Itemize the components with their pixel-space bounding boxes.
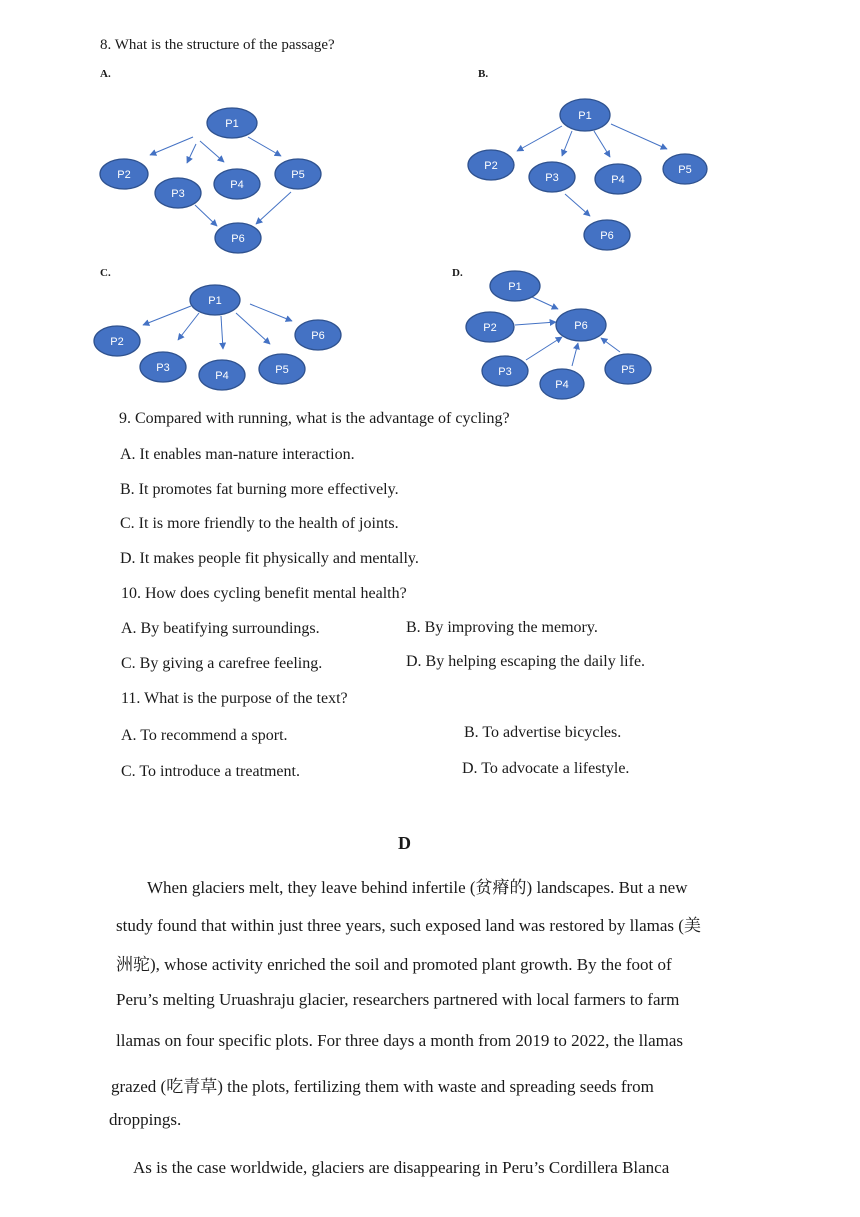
q11-option-b: B. To advertise bicycles. bbox=[464, 724, 622, 741]
q9-option-a: A. It enables man-nature interaction. bbox=[120, 446, 355, 463]
passage-line: study found that within just three years, such exposed land was restored by llamas (美 bbox=[116, 916, 701, 935]
node-a-p6 bbox=[215, 223, 261, 253]
edge-b-p3-p6 bbox=[565, 194, 590, 216]
q11-option-c: C. To introduce a treatment. bbox=[121, 763, 300, 780]
svg-text:P4: P4 bbox=[230, 179, 244, 191]
q11-option-d: D. To advocate a lifestyle. bbox=[462, 760, 630, 777]
svg-text:P6: P6 bbox=[600, 230, 614, 242]
svg-text:P4: P4 bbox=[215, 370, 229, 382]
q10-option-d: D. By helping escaping the daily life. bbox=[406, 653, 646, 670]
question-9: 9. Compared with running, what is the advantage of cycling? bbox=[119, 410, 510, 427]
node-b-p6 bbox=[584, 220, 630, 250]
q10-option-b: B. By improving the memory. bbox=[406, 619, 598, 636]
q9-option-c: C. It is more friendly to the health of joints. bbox=[120, 515, 399, 532]
svg-text:P6: P6 bbox=[311, 330, 325, 342]
node-c-p3 bbox=[140, 352, 186, 382]
node-c-p4 bbox=[199, 360, 245, 390]
edge-b-p1-p4 bbox=[594, 131, 610, 157]
diagram-c bbox=[94, 285, 341, 390]
q9-option-d: D. It makes people fit physically and mentally. bbox=[120, 550, 419, 567]
option-a-label: A. bbox=[100, 68, 111, 80]
node-d-p2 bbox=[466, 312, 514, 342]
edge-d-p5-p6 bbox=[601, 338, 620, 352]
svg-text:P5: P5 bbox=[621, 364, 635, 376]
edge-b-p1-p5 bbox=[611, 124, 667, 149]
passage-line: llamas on four specific plots. For three days a month from 2019 to 2022, the llamas bbox=[116, 1031, 684, 1050]
svg-text:P5: P5 bbox=[291, 169, 305, 181]
edge-c-p1-p4 bbox=[221, 316, 223, 349]
diagram-d bbox=[466, 271, 651, 399]
svg-text:P1: P1 bbox=[225, 118, 239, 130]
node-c-p2 bbox=[94, 326, 140, 356]
edge-a-p1-p4 bbox=[200, 141, 224, 162]
node-a-p2 bbox=[100, 159, 148, 189]
option-b-label: B. bbox=[478, 68, 489, 80]
passage-line: 洲驼), whose activity enriched the soil and promoted plant growth. By the foot of bbox=[116, 955, 672, 974]
svg-text:P2: P2 bbox=[484, 160, 498, 172]
q9-option-b: B. It promotes fat burning more effectively. bbox=[120, 481, 399, 498]
edge-c-p1-p3 bbox=[178, 313, 199, 340]
question-8: 8. What is the structure of the passage? bbox=[100, 37, 335, 53]
question-11: 11. What is the purpose of the text? bbox=[121, 690, 348, 707]
diagram-a bbox=[100, 108, 321, 253]
edge-a-p1-p3 bbox=[187, 144, 196, 163]
edge-a-p1-p5 bbox=[248, 137, 281, 156]
svg-text:P4: P4 bbox=[555, 379, 569, 391]
passage-line: grazed (吃青草) the plots, fertilizing them with waste and spreading seeds from bbox=[111, 1077, 654, 1096]
svg-text:P3: P3 bbox=[171, 188, 185, 200]
node-b-p3 bbox=[529, 162, 575, 192]
question-10: 10. How does cycling benefit mental health? bbox=[121, 585, 407, 602]
svg-text:P2: P2 bbox=[110, 336, 124, 348]
edge-a-p1-p2 bbox=[150, 137, 193, 155]
node-c-p1 bbox=[190, 285, 240, 315]
node-d-p6 bbox=[556, 309, 606, 341]
svg-text:P1: P1 bbox=[508, 281, 522, 293]
svg-text:P4: P4 bbox=[611, 174, 625, 186]
svg-text:P3: P3 bbox=[156, 362, 170, 374]
svg-text:P2: P2 bbox=[117, 169, 131, 181]
svg-text:P5: P5 bbox=[275, 364, 289, 376]
svg-text:P2: P2 bbox=[483, 322, 497, 334]
edge-d-p2-p6 bbox=[515, 322, 556, 325]
edge-b-p1-p3 bbox=[562, 131, 572, 156]
diagram-b bbox=[468, 99, 707, 250]
svg-text:P1: P1 bbox=[578, 110, 592, 122]
edge-c-p1-p5 bbox=[236, 313, 270, 344]
node-d-p5 bbox=[605, 354, 651, 384]
passage-line: droppings. bbox=[109, 1110, 182, 1129]
node-a-p4 bbox=[214, 169, 260, 199]
node-c-p6 bbox=[295, 320, 341, 350]
q11-option-a: A. To recommend a sport. bbox=[121, 727, 288, 744]
edge-c-p1-p6 bbox=[250, 304, 292, 321]
node-d-p1 bbox=[490, 271, 540, 301]
edge-c-p1-p2 bbox=[143, 306, 191, 325]
svg-text:P3: P3 bbox=[545, 172, 559, 184]
option-c-label: C. bbox=[100, 267, 111, 279]
edge-b-p1-p2 bbox=[517, 126, 562, 151]
node-d-p3 bbox=[482, 356, 528, 386]
node-a-p1 bbox=[207, 108, 257, 138]
svg-text:P5: P5 bbox=[678, 164, 692, 176]
edge-d-p3-p6 bbox=[526, 337, 562, 360]
structure-diagrams bbox=[0, 0, 860, 400]
edge-d-p4-p6 bbox=[572, 343, 578, 366]
node-a-p3 bbox=[155, 178, 201, 208]
passage-line: Peru’s melting Uruashraju glacier, researchers partnered with local farmers to farm bbox=[116, 990, 680, 1009]
section-heading: D bbox=[398, 833, 411, 853]
edge-a-p3-p6 bbox=[195, 205, 217, 226]
q10-option-c: C. By giving a carefree feeling. bbox=[121, 655, 323, 672]
svg-text:P1: P1 bbox=[208, 295, 222, 307]
node-a-p5 bbox=[275, 159, 321, 189]
passage-line: When glaciers melt, they leave behind infertile (贫瘠的) landscapes. But a new bbox=[147, 878, 688, 897]
svg-text:P6: P6 bbox=[231, 233, 245, 245]
q10-option-a: A. By beatifying surroundings. bbox=[121, 620, 320, 637]
svg-text:P6: P6 bbox=[574, 320, 588, 332]
node-b-p2 bbox=[468, 150, 514, 180]
edge-d-p1-p6 bbox=[532, 297, 558, 309]
node-d-p4 bbox=[540, 369, 584, 399]
node-b-p5 bbox=[663, 154, 707, 184]
node-b-p4 bbox=[595, 164, 641, 194]
edge-a-p5-p6 bbox=[256, 192, 291, 224]
option-d-label: D. bbox=[452, 267, 463, 279]
node-c-p5 bbox=[259, 354, 305, 384]
svg-text:P3: P3 bbox=[498, 366, 512, 378]
passage-line: As is the case worldwide, glaciers are disappearing in Peru’s Cordillera Blanca bbox=[133, 1158, 670, 1177]
node-b-p1 bbox=[560, 99, 610, 131]
